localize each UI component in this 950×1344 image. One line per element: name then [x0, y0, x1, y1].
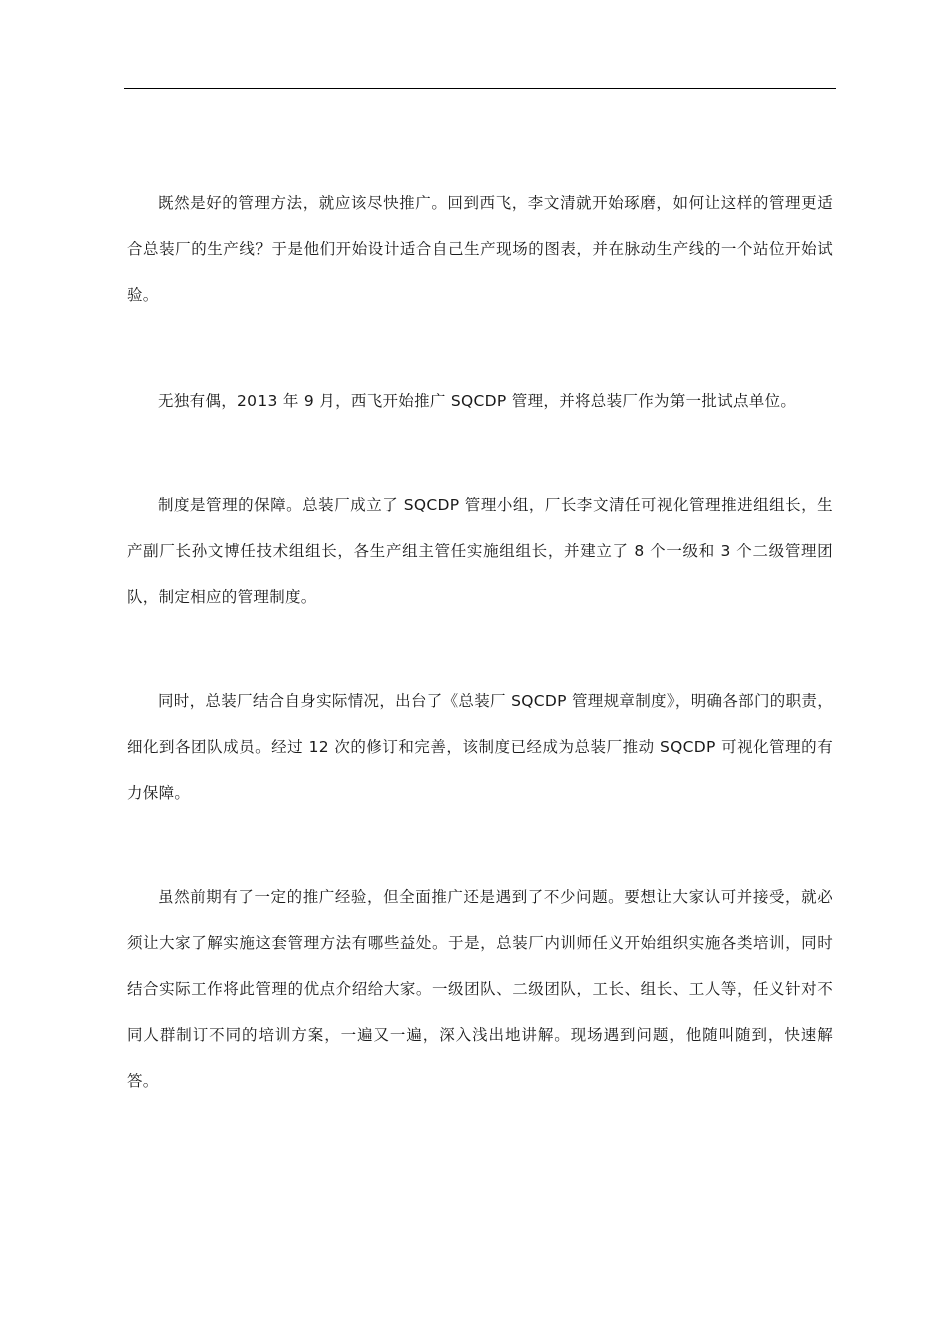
paragraph-2: 无独有偶，2013 年 9 月，西飞开始推广 SQCDP 管理，并将总装厂作为第一批试点单位。	[158, 392, 797, 410]
paragraph-4: 同时，总装厂结合自身实际情况，出台了《总装厂 SQCDP 管理规章制度》，明确各部门的职责，细化到各团队成员。经过 12 次的修订和完善，该制度已经成为总装厂推动 SQCDP 可视化管理的有力保障。	[127, 692, 833, 802]
paragraph-5: 虽然前期有了一定的推广经验，但全面推广还是遇到了不少问题。要想让大家认可并接受，就必须让大家了解实施这套管理方法有哪些益处。于是，总装厂内训师任义开始组织实施各类培训，同时结合实际工作将此管理的优点介绍给大家。一级团队、二级团队，工长、组长、工人等，任义针对不同人群制订不同的培训方案，一遍又一遍，深入浅出地讲解。现场遇到问题，他随叫随到，快速解答。	[127, 888, 833, 1090]
document-body	[127, 180, 833, 1164]
paragraph-3: 制度是管理的保障。总装厂成立了 SQCDP 管理小组，厂长李文清任可视化管理推进组组长，生产副厂长孙文博任技术组组长，各生产组主管任实施组组长，并建立了 8 个一级和 3 个二级管理团队，制定相应的管理制度。	[127, 496, 833, 606]
header-rule	[124, 88, 836, 89]
paragraph-1: 既然是好的管理方法，就应该尽快推广。回到西飞，李文清就开始琢磨，如何让这样的管理更适合总装厂的生产线？于是他们开始设计适合自己生产现场的图表，并在脉动生产线的一个站位开始试验。	[127, 194, 833, 304]
